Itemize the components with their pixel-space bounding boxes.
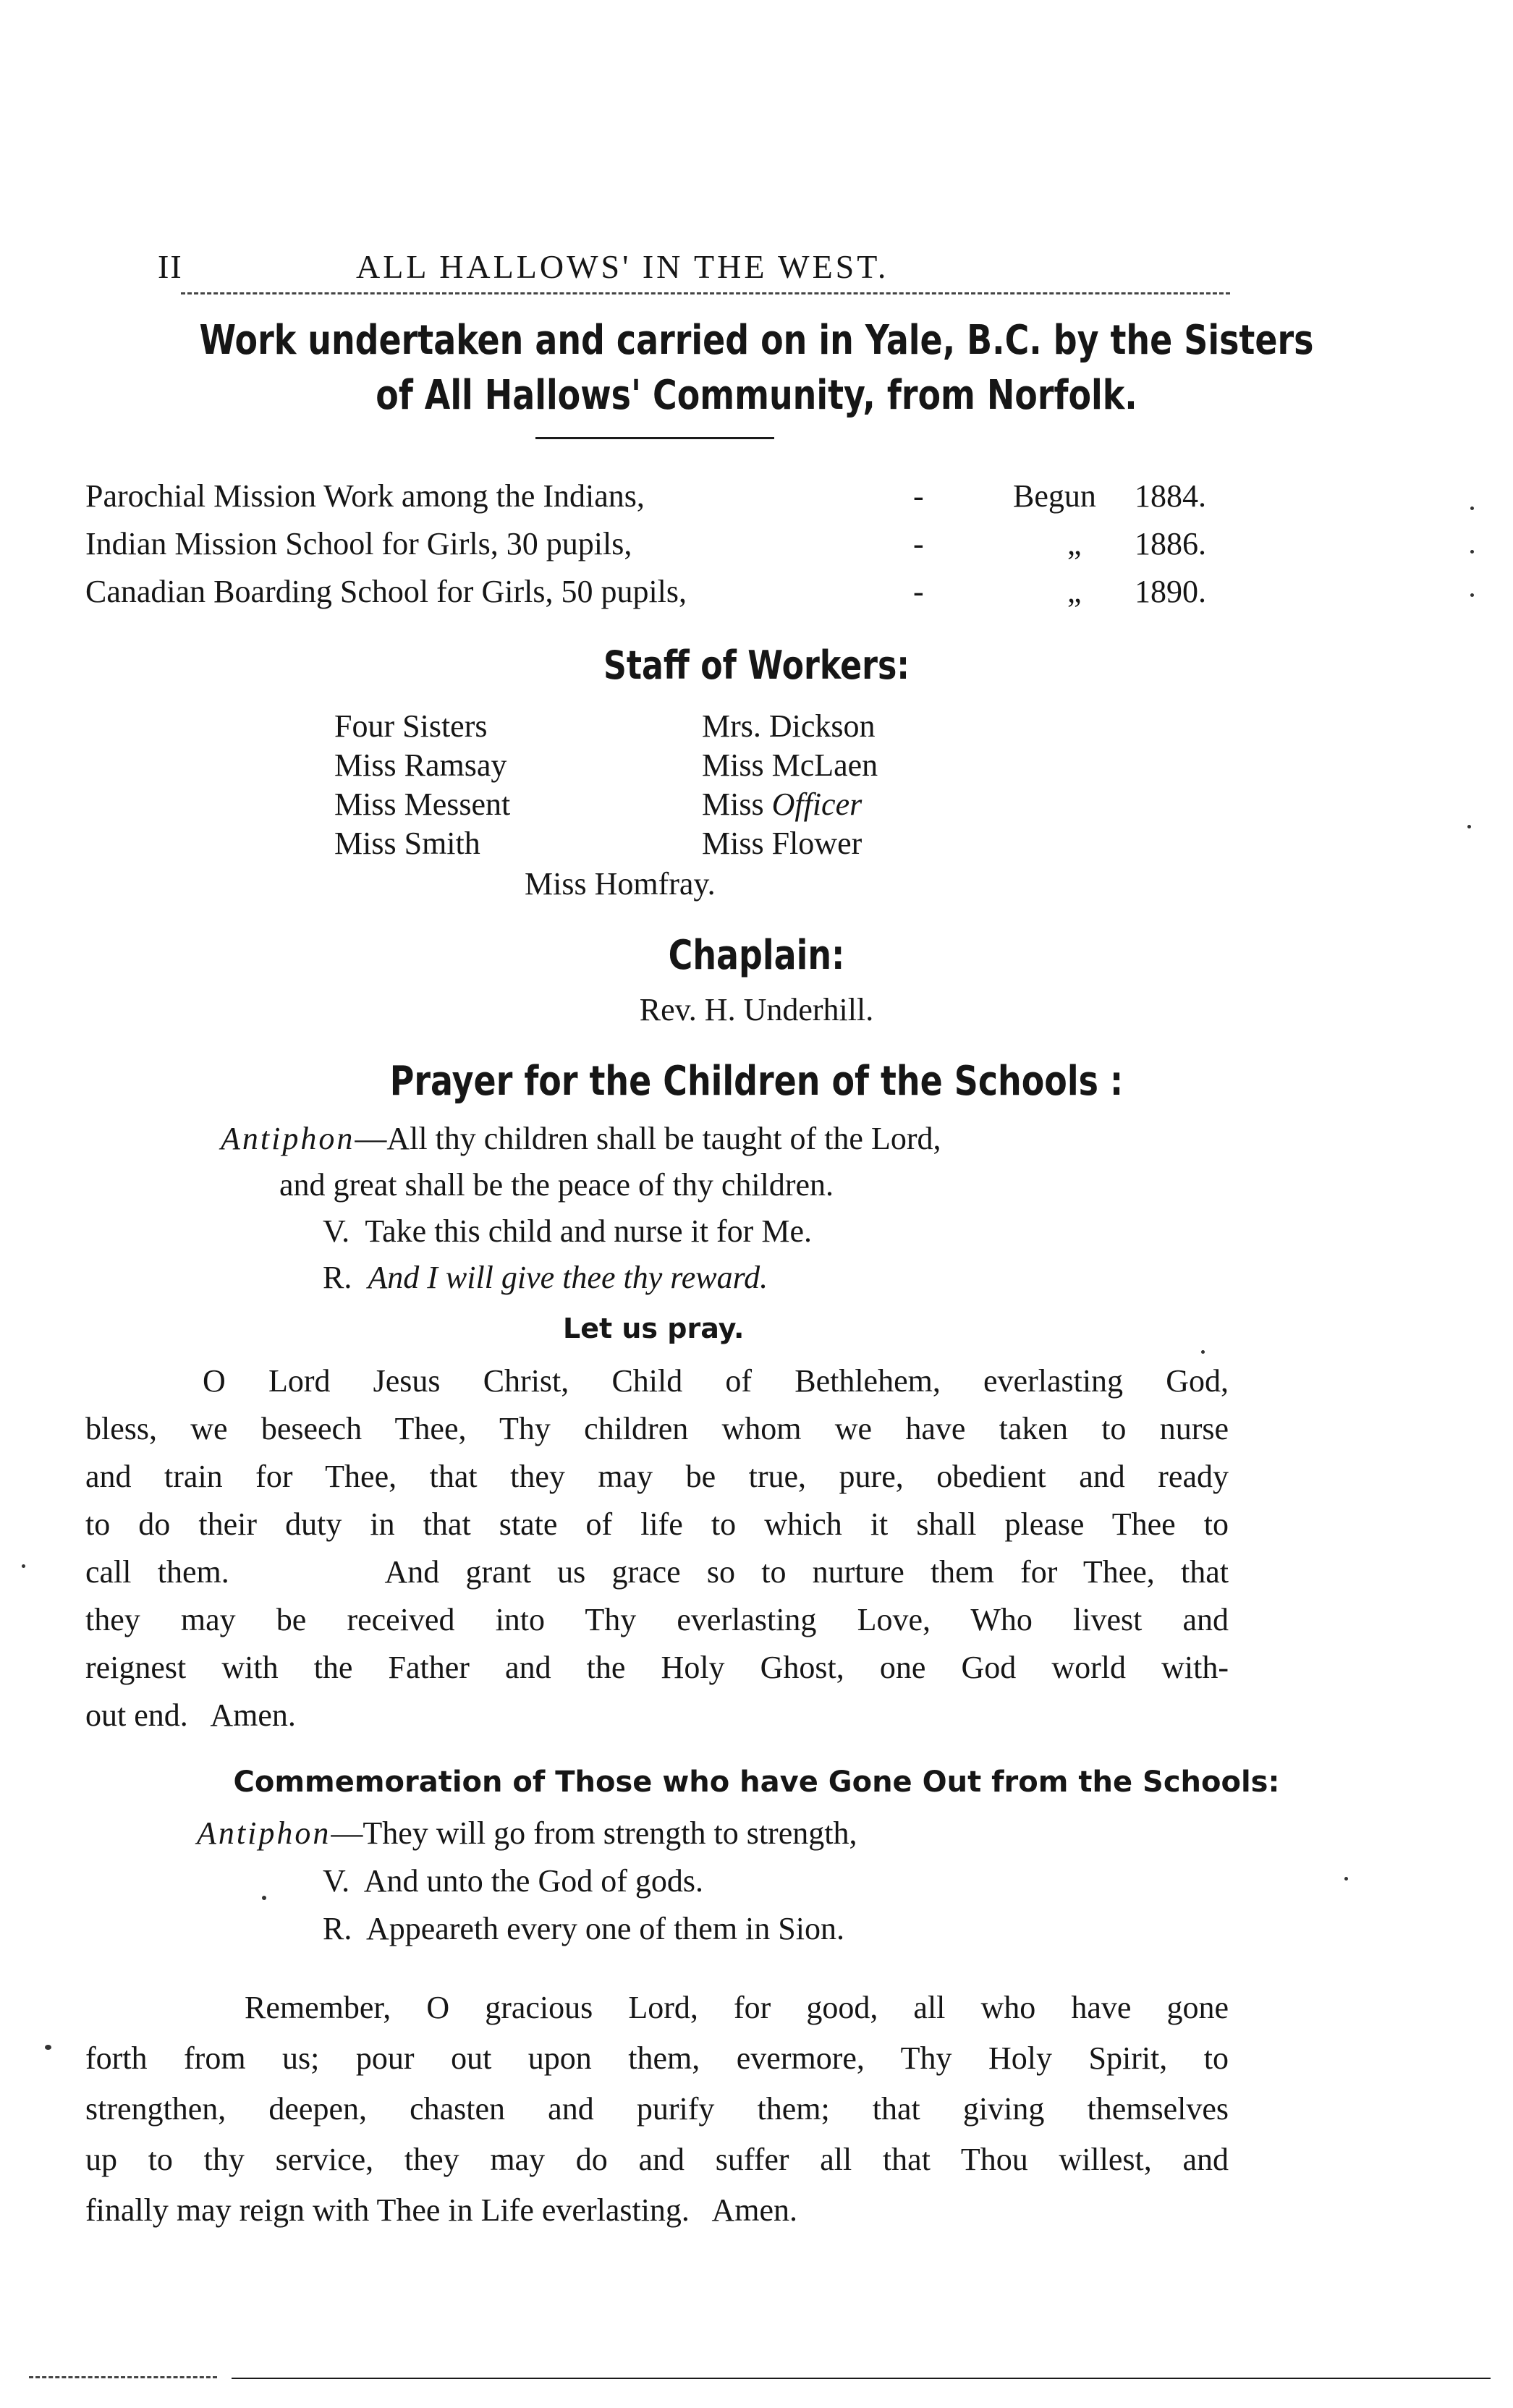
scan-speck <box>45 2045 51 2050</box>
commemoration-response <box>323 1910 844 1947</box>
work-ditto: „ <box>1067 526 1082 561</box>
bottom-rule <box>232 2378 1491 2379</box>
scan-speck <box>1470 593 1474 597</box>
prayer-versicle <box>323 1213 812 1250</box>
scan-speck <box>1470 506 1474 510</box>
versicle-mark: V. <box>323 1213 350 1249</box>
commemoration-body <box>85 1983 1229 2236</box>
staff-member: Miss Messent <box>334 787 511 822</box>
prayer-antiphon-line2: and great shall be the peace of thy children. <box>279 1167 834 1203</box>
commemoration-line: strengthen, deepen, chasten and purify them; that giving themselves <box>85 2091 1229 2127</box>
response-text: Appeareth every one of them in Sion. <box>365 1911 844 1946</box>
scan-speck <box>22 1564 25 1568</box>
work-dash: - <box>913 574 924 609</box>
work-begun: Begun <box>1013 478 1096 514</box>
commemoration-line: forth from us; pour out upon them, evermore, Thy Holy Spirit, to <box>85 2040 1229 2076</box>
commemoration-line: Remember, O gracious Lord, for good, all who have gone <box>245 1990 1229 2025</box>
scan-speck <box>1201 1350 1205 1354</box>
prayer-antiphon <box>221 1120 941 1157</box>
staff-member: Miss Ramsay <box>334 747 507 783</box>
prayer-line: call them. And grant us grace so to nurture them for Thee, that <box>85 1554 1229 1590</box>
response-text: And I will give thee thy reward. <box>368 1260 768 1295</box>
prayer-line: reignest with the Father and the Holy Ghost, one God world with- <box>85 1650 1229 1685</box>
work-year: 1884. <box>1135 478 1206 514</box>
chaplain-name: Rev. H. Underhill. <box>639 992 874 1027</box>
prayer-line: O Lord Jesus Christ, Child of Bethlehem, everlasting God, <box>203 1363 1229 1399</box>
prayer-line: bless, we beseech Thee, Thy children whom we have taken to nurse <box>85 1411 1229 1446</box>
antiphon-label: Antiphon <box>221 1121 355 1156</box>
work-year: 1886. <box>1135 526 1206 561</box>
response-mark: R. <box>323 1911 352 1946</box>
scan-speck <box>1470 550 1474 554</box>
work-dash: - <box>913 478 924 514</box>
staff-member: Miss McLaen <box>702 747 878 783</box>
prayer-line: they may be received into Thy everlasting Love, Who livest and <box>85 1602 1229 1637</box>
let-us-pray: Let us pray. <box>563 1313 745 1344</box>
scan-speck <box>262 1896 266 1900</box>
main-heading-line2: of All Hallows' Community, from Norfolk. <box>376 372 1137 419</box>
staff-heading: Staff of Workers: <box>603 643 910 688</box>
commemoration-antiphon <box>197 1815 857 1852</box>
antiphon-text: —They will go from strength to strength, <box>331 1815 857 1851</box>
scan-speck <box>1467 825 1471 828</box>
versicle-text: Take this child and nurse it for Me. <box>365 1213 812 1249</box>
versicle-mark: V. <box>323 1863 350 1899</box>
versicle-text: And unto the God of gods. <box>363 1863 703 1899</box>
prayer-line: to do their duty in that state of life to which it shall please Thee to <box>85 1506 1229 1542</box>
staff-member: Miss Officer <box>702 787 863 822</box>
antiphon-label: Antiphon <box>197 1815 331 1851</box>
running-head-rule <box>181 292 1230 294</box>
chaplain-heading: Chaplain: <box>668 932 845 979</box>
response-mark: R. <box>323 1260 352 1295</box>
prayer-body <box>85 1357 1229 1739</box>
staff-member-last: Miss Homfray. <box>525 866 716 902</box>
staff-member: Miss Flower <box>702 826 863 861</box>
commemoration-versicle <box>323 1862 703 1899</box>
work-dash: - <box>913 526 924 561</box>
commemoration-line: up to thy service, they may do and suffer all that Thou willest, and <box>85 2142 1229 2177</box>
bottom-dashed-rule <box>29 2376 217 2378</box>
heading-divider <box>535 437 774 439</box>
prayer-line: and train for Thee, that they may be true, pure, obedient and ready <box>85 1459 1229 1494</box>
scan-speck <box>1344 1877 1348 1881</box>
commemoration-line: finally may reign with Thee in Life everlasting. Amen. <box>85 2192 798 2228</box>
work-description: Parochial Mission Work among the Indians, <box>85 478 645 514</box>
commemoration-heading: Commemoration of Those who have Gone Out from the Schools: <box>233 1765 1280 1799</box>
page-number: II <box>158 248 183 285</box>
running-title: ALL HALLOWS' IN THE WEST. <box>356 248 889 285</box>
prayer-heading: Prayer for the Children of the Schools : <box>389 1058 1124 1105</box>
staff-member: Four Sisters <box>334 708 488 744</box>
prayer-response <box>323 1259 768 1296</box>
work-description: Indian Mission School for Girls, 30 pupils, <box>85 526 632 561</box>
work-ditto: „ <box>1067 574 1082 609</box>
antiphon-text: —All thy children shall be taught of the Lord, <box>355 1121 941 1156</box>
work-year: 1890. <box>1135 574 1206 609</box>
work-description: Canadian Boarding School for Girls, 50 pupils, <box>85 574 687 609</box>
prayer-line: out end. Amen. <box>85 1697 296 1733</box>
staff-member: Miss Smith <box>334 826 480 861</box>
main-heading-line1: Work undertaken and carried on in Yale, B.C. by the Sisters <box>199 317 1314 364</box>
staff-member: Mrs. Dickson <box>702 708 876 744</box>
